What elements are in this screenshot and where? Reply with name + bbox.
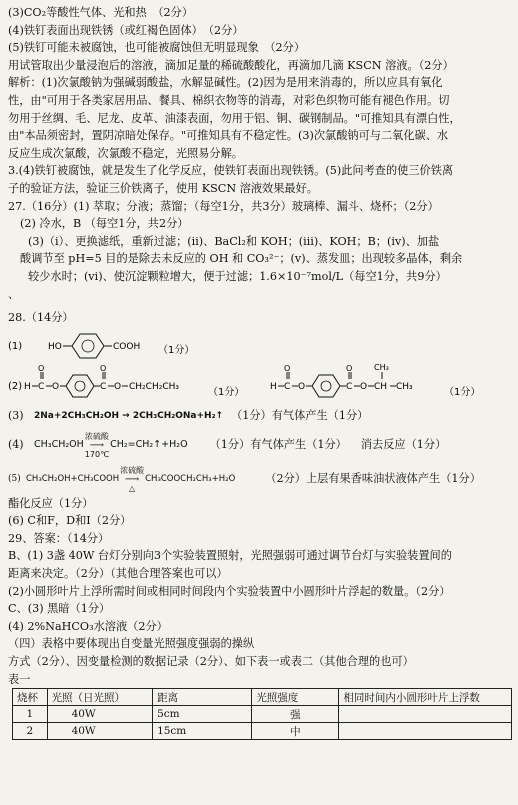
line-2: (4)铁钉表面出现铁锈（或红褐色固体） （2分）	[8, 23, 244, 37]
benzene-ring	[312, 375, 340, 397]
q28-p2-chain-a: CH₂CH₂CH₃	[129, 381, 179, 392]
q28-p2-chb: CH₃	[396, 381, 413, 392]
q27-line-1: 27.（16分）(1) 萃取；分液；蒸馏；（每空1分，共3分）玻璃棒、漏斗、烧杯；（2分）	[8, 199, 439, 213]
q29-line-6: (4) 2%NaHCO₃水溶液（2分）	[8, 619, 168, 633]
benzene-ring-circle	[75, 381, 85, 391]
q27-line-6: 、	[8, 287, 20, 301]
line-5: 解析：(1)次氯酸钠为强碱弱酸盐，水解显碱性。(2)因为是用来消毒的，所以应具有氧化	[8, 76, 443, 90]
table-cell: 15cm	[153, 723, 252, 740]
q28-p2-o-top-4: O	[346, 363, 353, 373]
q28-p1-label: (1)	[8, 340, 23, 352]
q28-p1-structure	[8, 327, 368, 361]
line-1: (3)CO₂等酸性气体、光和热 （2分）	[8, 6, 194, 19]
q28-p2-c4: C	[346, 381, 353, 392]
q28-p4-arrow	[85, 431, 109, 459]
data-table	[12, 688, 512, 740]
q28-p2-score-b: （1分）	[444, 386, 481, 398]
benzene-ring-circle	[82, 340, 94, 352]
q28-p4-note: （1分）有气体产生（1分）	[209, 437, 347, 451]
q28-part-2	[8, 361, 512, 405]
arrow-right-icon: ⟶	[124, 473, 140, 485]
q28-p2-o3: O	[298, 381, 306, 392]
q28-part-3	[8, 405, 512, 427]
line-4: 用试管取出少量浸泡后的溶液，滴加足量的稀硫酸酸化，再滴加几滴 KSCN 溶液。（2分）	[8, 58, 454, 72]
q29-line-4: (2)小圆形叶片上浮所需时间或相同时间段内个实验装置中小圆形叶片浮起的数量。（2分）	[8, 584, 451, 598]
benzene-ring-circle	[321, 381, 331, 391]
q28-p5-note: （2分）上层有果香味油状液体产生（1分）	[265, 471, 481, 485]
q28-p2-o-top-1: O	[38, 363, 45, 373]
q28-title: 28.（14分）	[8, 311, 74, 325]
q28-p5-right: CH₃COOCH₂CH₃+H₂O	[145, 473, 236, 484]
line-6: 性，由"可用于各类家居用品、餐具、棉织衣物等的消毒，对彩色织物可能有褪色作用。切	[8, 93, 450, 107]
table-header-cell: 距离	[153, 689, 252, 706]
q28-p3-eq: 2Na+2CH₃CH₂OH → 2CH₃CH₂ONa+H₂↑	[34, 410, 224, 421]
table-header-cell: 光照（日光照）	[47, 689, 153, 706]
q28-p2-o4: O	[360, 381, 368, 392]
q28-part-4	[8, 427, 512, 463]
q28-p2-o-top-3: O	[284, 363, 291, 373]
q28-p4-cond-top: 浓硫酸	[84, 431, 109, 441]
q28-p2-h: H	[24, 381, 31, 392]
q28-p2-h-b: H	[270, 381, 277, 392]
q28-part-5	[8, 463, 512, 495]
q28-p2-c2: C	[100, 381, 107, 392]
q28-p3-label: (3)	[8, 409, 24, 423]
arrow-right-icon: ⟶	[89, 439, 105, 451]
q28-p4-label: (4)	[8, 438, 24, 452]
q28-p6: (6) C和F，D和I（2分）	[8, 514, 132, 528]
q28-p4-type: 消去反应（1分）	[360, 437, 447, 451]
q28-p5-cond-top: 浓硫酸	[120, 465, 145, 475]
table-cell: 2	[13, 723, 48, 740]
q28-p1-ho: HO	[48, 341, 62, 352]
q29-line-8: 方式（2分）、因变量检测的数据记录（2分）、如下表一或表二（其他合理的也可）	[8, 655, 414, 669]
q28-p3-note: （1分）有气体产生（1分）	[231, 408, 369, 422]
benzene-ring	[66, 375, 94, 397]
q28-p2-structures	[8, 361, 508, 405]
table-cell	[339, 723, 512, 740]
table-cell: 1	[13, 706, 48, 723]
table-cell: 5cm	[153, 706, 252, 723]
q28-p4-left: CH₃CH₂OH	[34, 439, 84, 451]
q28-p1-score: （1分）	[158, 344, 195, 356]
q28-p5-label: (5)	[8, 473, 21, 484]
line-10: 3.(4)铁钉被腐蚀，就是发生了化学反应，使铁钉表面出现铁锈。(5)此问考查的使三价铁离	[8, 164, 454, 178]
q27-line-2: (2) 冷水，B （每空1分，共2分）	[20, 217, 189, 231]
q28-p2-o-top-2: O	[100, 363, 107, 373]
q28-p5-arrow	[120, 465, 144, 493]
table-cell: 40W	[47, 706, 153, 723]
q28-p1-cooh: COOH	[113, 341, 141, 352]
table-header-cell: 相同时间内小圆形叶片上浮数	[339, 689, 512, 706]
table-cell: 中	[252, 723, 339, 740]
q29-line-9: 表一	[8, 672, 31, 686]
table-row	[13, 723, 512, 740]
q29-line-2: B、(1) 3盏 40W 台灯分别向3个实验装置照射，光照强弱可通过调节台灯与实验装置间的	[8, 549, 452, 563]
q29-line-3: 距离来决定。（2分）（其他合理答案也可以）	[8, 567, 228, 581]
table-cell: 强	[252, 706, 339, 723]
q28-p2-c3: C	[284, 381, 291, 392]
q28-p2-ch3-top: CH₃	[374, 362, 389, 372]
q28-p2-score-a: （1分）	[208, 386, 245, 398]
q28-p2-o1: O	[52, 381, 60, 392]
q28-p4-cond-bottom: 170℃	[84, 449, 110, 459]
line-9: 反应生成次氯酸，次氯酸不稳定，光照易分解。	[8, 146, 243, 160]
line-11: 子的验证方法，验证三价铁离子，使用 KSCN 溶液效果最好。	[8, 181, 318, 195]
line-7: 勿用于丝绸、毛、尼龙、皮革、油漆表面，勿用于铝、铜、碳钢制品。"可推知具有漂白性，	[8, 111, 461, 125]
q28-p2-c1: C	[38, 381, 45, 392]
q28-part-1	[8, 327, 512, 361]
q28-p5-left: CH₃CH₂OH+CH₃COOH	[26, 473, 120, 484]
table-row	[13, 706, 512, 723]
q28-p5-type: 酯化反应（1分）	[8, 496, 94, 510]
line-3: (5)铁钉可能未被腐蚀，也可能被腐蚀但无明显现象 （2分）	[8, 41, 306, 55]
line-8: 由"本品须密封，置阴凉暗处保存。"可推知具有不稳定性。(3)次氯酸钠可与二氧化碳、水	[8, 129, 449, 143]
q29-line-5: C、(3) 黑暗（1分）	[8, 602, 111, 616]
q27-line-5: 较少水时；(ⅵ)、使沉淀颗粒增大，便于过滤；1.6×10⁻⁷mol/L（每空1分，共9分）	[28, 269, 447, 283]
q28-p2-label: (2)	[8, 380, 23, 392]
q28-p4-right: CH₂=CH₂↑+H₂O	[110, 439, 188, 451]
q27-line-3: (3)（ⅰ）、更换滤纸，重新过滤；(ⅱ)、BaCl₂和 KOH；(ⅲ)、KOH；B；(ⅳ)、加盐	[28, 234, 440, 248]
q28-p2-ch: CH	[374, 381, 388, 392]
table-cell: 40W	[47, 723, 153, 740]
table-header-cell: 光照强度	[252, 689, 339, 706]
benzene-ring	[72, 334, 104, 358]
table-cell	[339, 706, 512, 723]
q29-line-1: 29、答案：（14分）	[8, 531, 110, 545]
q27-line-4: 酸调节至 pH=5 目的是除去未反应的 OH 和 CO₃²⁻；(ⅴ)、蒸发皿；出现较多晶体，剩余	[20, 252, 463, 266]
q28-p2-o2: O	[114, 381, 122, 392]
table-header-row	[13, 689, 512, 706]
q28-p5-cond-bottom: △	[129, 483, 136, 493]
q29-line-7: （四）表格中要体现出自变量光照强度强弱的操纵	[8, 637, 255, 651]
table-header-cell: 烧杯	[13, 689, 48, 706]
